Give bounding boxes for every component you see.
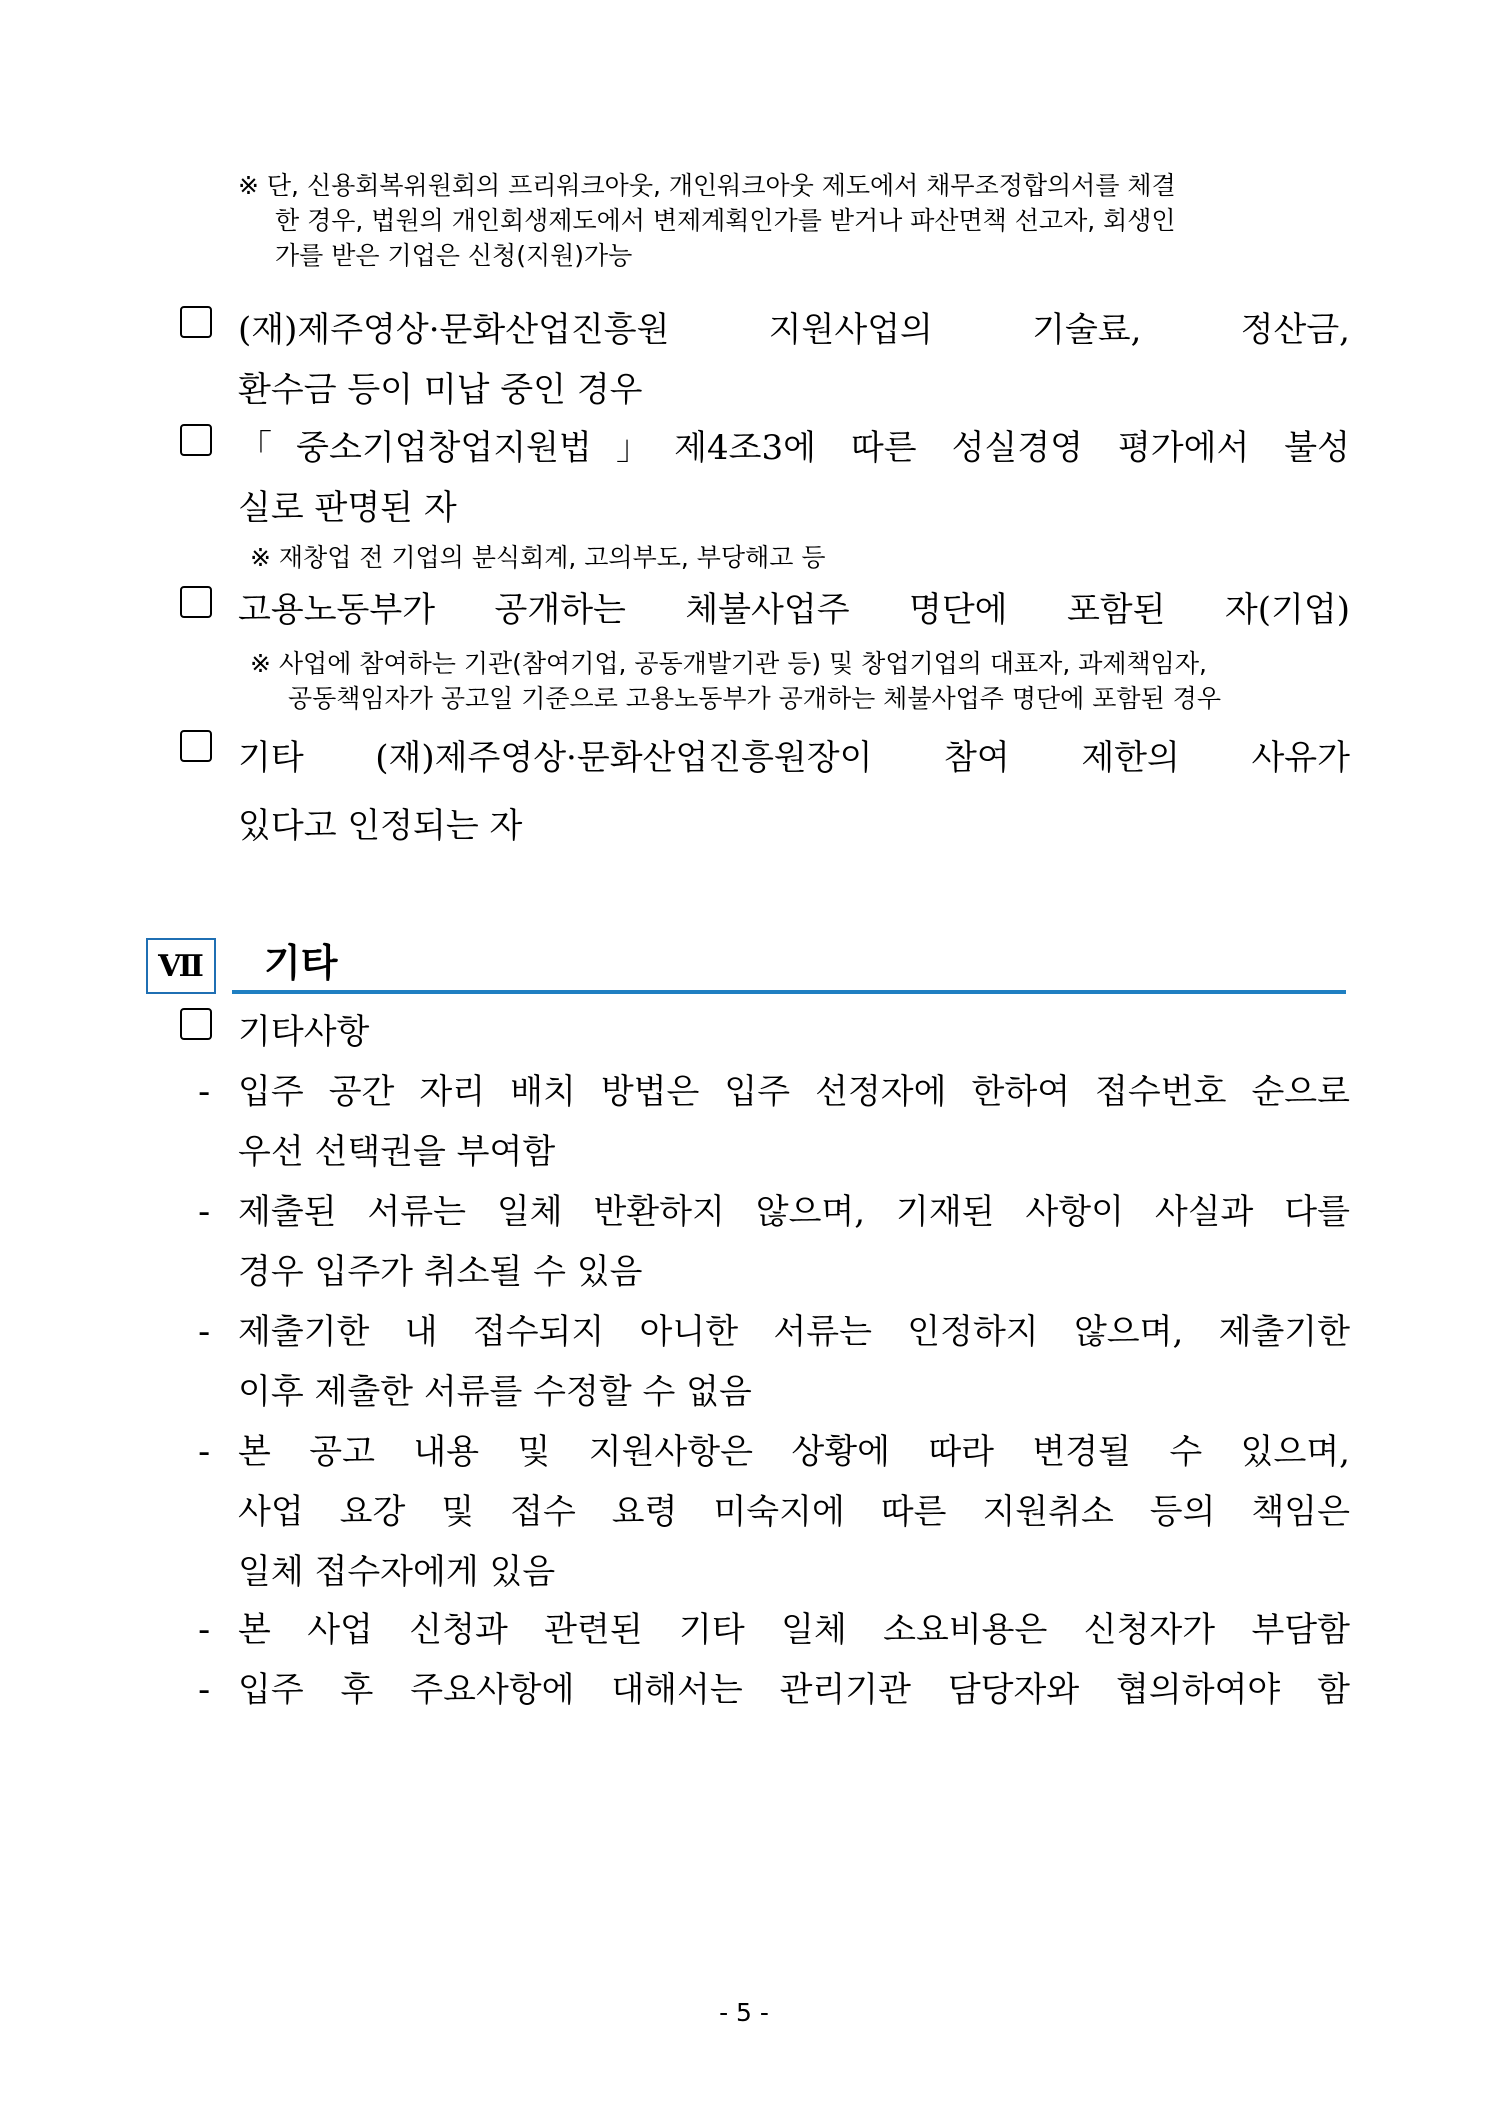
misc-list-item [198, 1182, 1350, 1302]
checkbox-icon [180, 730, 212, 762]
restriction-line: 기타 (재)제주영상·문화산업진흥원장이 참여 제한의 사유가 [238, 738, 1350, 778]
misc-line: 본 공고 내용 및 지원사항은 상황에 따라 변경될 수 있으며, [238, 1432, 1350, 1472]
misc-line: 제출된 서류는 일체 반환하지 않으며, 기재된 사항이 사실과 다를 [238, 1192, 1350, 1232]
restriction-item [180, 300, 1350, 420]
restriction-text [238, 300, 1350, 420]
misc-line: 제출기한 내 접수되지 아니한 서류는 인정하지 않으며, 제출기한 [238, 1312, 1350, 1352]
misc-line: 입주 공간 자리 배치 방법은 입주 선정자에 한하여 접수번호 순으로 [238, 1072, 1350, 1112]
dash-bullet: - [198, 1192, 211, 1232]
misc-heading [238, 1002, 1350, 1062]
restriction-item [180, 580, 1350, 640]
section-divider [232, 990, 1346, 994]
misc-text [238, 1062, 1350, 1182]
misc-line: 사업 요강 및 접수 요령 미숙지에 따른 지원취소 등의 책임은 [238, 1492, 1350, 1532]
checkbox-icon [180, 586, 212, 618]
misc-text [238, 1422, 1350, 1602]
dash-bullet: - [198, 1432, 211, 1472]
misc-line: 경우 입주가 취소될 수 있음 [238, 1252, 643, 1292]
section-header [146, 938, 1346, 994]
misc-text [238, 1182, 1350, 1302]
misc-list-item [198, 1422, 1350, 1602]
misc-line: 우선 선택권을 부여함 [238, 1132, 556, 1172]
section-title: 기타 [264, 941, 338, 985]
page-number: - 5 - [719, 1998, 769, 2027]
note-line: 가를 받은 기업은 신청(지원)가능 [275, 241, 633, 270]
misc-text [238, 1302, 1350, 1422]
note-line: 공동책임자가 공고일 기준으로 고용노동부가 공개하는 체불사업주 명단에 포함된 경우 [288, 684, 1221, 713]
note-bankruptcy-exception [238, 168, 1338, 273]
note-dishonest-management [250, 540, 1350, 575]
restriction-text [238, 418, 1350, 538]
misc-line: 입주 후 주요사항에 대해서는 관리기관 담당자와 협의하여야 함 [238, 1670, 1350, 1710]
note-line: ※ 사업에 참여하는 기관(참여기업, 공동개발기관 등) 및 창업기업의 대표자, 과제책임자, [250, 649, 1207, 678]
dash-bullet: - [198, 1072, 211, 1112]
restriction-line: 고용노동부가 공개하는 체불사업주 명단에 포함된 자(기업) [238, 590, 1350, 630]
checkbox-icon [180, 306, 212, 338]
note-line: 한 경우, 법원의 개인회생제도에서 변제계획인가를 받거나 파산면책 선고자, 회생인 [275, 206, 1176, 235]
restriction-item [180, 724, 1350, 860]
dash-bullet: - [198, 1610, 211, 1650]
misc-text [238, 1600, 1350, 1660]
note-line: ※ 단, 신용회복위원회의 프리워크아웃, 개인워크아웃 제도에서 채무조정합의서를 체결 [238, 171, 1176, 200]
misc-line: 본 사업 신청과 관련된 기타 일체 소요비용은 신청자가 부담함 [238, 1610, 1350, 1650]
misc-heading-text: 기타사항 [238, 1012, 370, 1052]
dash-bullet: - [198, 1312, 211, 1352]
note-line: ※ 재창업 전 기업의 분식회계, 고의부도, 부당해고 등 [250, 543, 826, 572]
dash-bullet: - [198, 1670, 211, 1710]
misc-heading-item [180, 1002, 1350, 1062]
restriction-line: 실로 판명된 자 [238, 488, 457, 528]
restriction-line: 환수금 등이 미납 중인 경우 [238, 370, 643, 410]
checkbox-icon [180, 424, 212, 456]
misc-list-item [198, 1600, 1350, 1660]
checkbox-icon [180, 1008, 212, 1040]
restriction-line: 있다고 인정되는 자 [238, 806, 523, 846]
note-wage-arrears [250, 646, 1350, 716]
misc-line: 이후 제출한 서류를 수정할 수 없음 [238, 1372, 752, 1412]
misc-text [238, 1660, 1350, 1720]
misc-line: 일체 접수자에게 있음 [238, 1552, 556, 1592]
misc-list-item [198, 1062, 1350, 1182]
restriction-text [238, 724, 1350, 860]
restriction-line: (재)제주영상·문화산업진흥원 지원사업의 기술료, 정산금, [238, 310, 1350, 350]
restriction-item [180, 418, 1350, 538]
misc-list-item [198, 1302, 1350, 1422]
section-number: Ⅶ [146, 938, 216, 994]
restriction-text [238, 580, 1350, 640]
restriction-line: 「중소기업창업지원법」제4조3에 따른 성실경영 평가에서 불성 [238, 428, 1350, 468]
misc-list-item [198, 1660, 1350, 1720]
